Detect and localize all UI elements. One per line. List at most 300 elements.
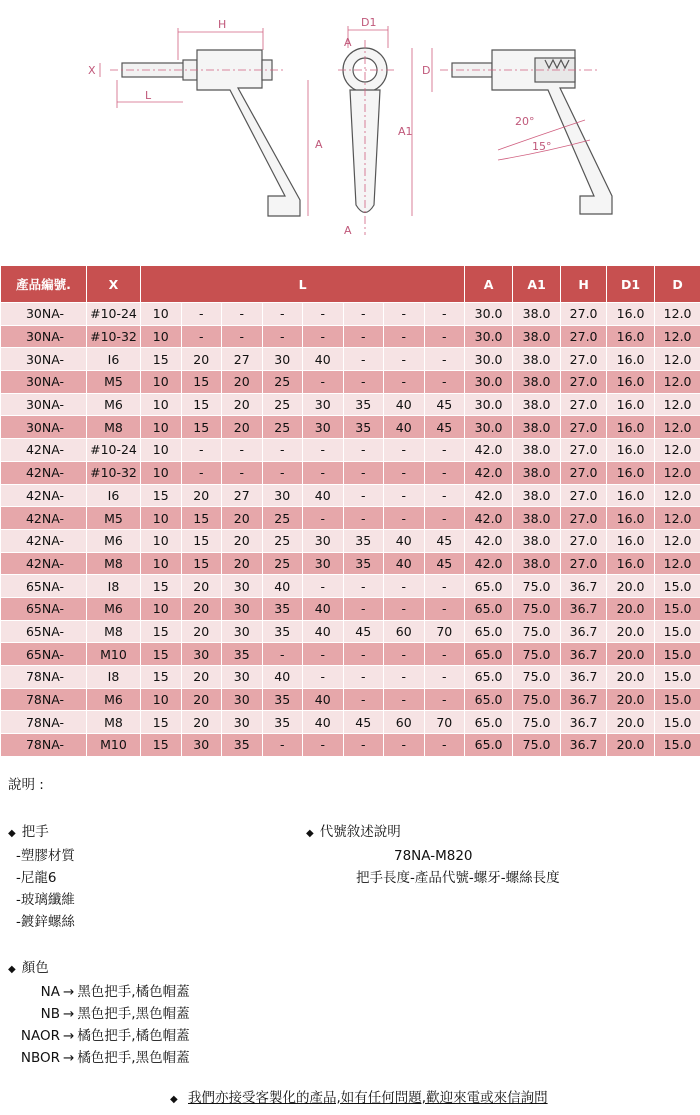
table-cell: 15.0 bbox=[655, 643, 700, 666]
diamond-icon: ◆ bbox=[8, 964, 16, 975]
table-cell: 30.0 bbox=[465, 303, 513, 326]
table-cell: 40 bbox=[303, 688, 344, 711]
table-cell: - bbox=[262, 439, 303, 462]
section-a-top-label: A bbox=[344, 36, 352, 49]
table-cell: - bbox=[181, 325, 222, 348]
table-cell: 75.0 bbox=[513, 688, 561, 711]
table-cell: 16.0 bbox=[607, 529, 655, 552]
table-cell: - bbox=[424, 666, 465, 689]
table-cell: 35 bbox=[343, 393, 384, 416]
table-cell: - bbox=[343, 325, 384, 348]
cell-product-code: 42NA- bbox=[1, 507, 87, 530]
color-code: NBOR bbox=[20, 1050, 60, 1066]
angle-20-label: 20° bbox=[515, 115, 535, 128]
table-row bbox=[1, 303, 700, 326]
arrow-icon: → bbox=[63, 1028, 75, 1044]
dim-a-label: A bbox=[315, 138, 323, 151]
table-cell: 20 bbox=[181, 348, 222, 371]
table-cell: 12.0 bbox=[655, 393, 700, 416]
handle-item: -塑膠材質 bbox=[16, 848, 75, 864]
cell-product-code: 78NA- bbox=[1, 711, 87, 734]
table-cell: 36.7 bbox=[561, 666, 607, 689]
table-cell: - bbox=[384, 666, 425, 689]
table-cell: 12.0 bbox=[655, 529, 700, 552]
table-cell: 20.0 bbox=[607, 734, 655, 757]
table-cell: #10-32 bbox=[87, 461, 141, 484]
table-cell: - bbox=[343, 734, 384, 757]
table-cell: - bbox=[424, 575, 465, 598]
dim-x-label: X bbox=[88, 64, 96, 77]
cell-product-code: 65NA- bbox=[1, 575, 87, 598]
table-cell: 20 bbox=[181, 597, 222, 620]
table-cell: M6 bbox=[87, 529, 141, 552]
table-row bbox=[1, 620, 700, 643]
angle-15-label: 15° bbox=[532, 140, 552, 153]
dim-a1-label: A1 bbox=[398, 125, 413, 138]
table-cell: 10 bbox=[141, 461, 182, 484]
table-cell: - bbox=[424, 597, 465, 620]
table-cell: M8 bbox=[87, 711, 141, 734]
table-cell: 16.0 bbox=[607, 325, 655, 348]
table-cell: 20 bbox=[222, 416, 263, 439]
table-cell: M5 bbox=[87, 507, 141, 530]
table-cell: 10 bbox=[141, 416, 182, 439]
table-cell: - bbox=[384, 734, 425, 757]
section-a-bottom-label: A bbox=[344, 224, 352, 237]
table-cell: 15 bbox=[181, 416, 222, 439]
table-cell: 35 bbox=[222, 734, 263, 757]
table-cell: - bbox=[424, 325, 465, 348]
table-cell: 20.0 bbox=[607, 688, 655, 711]
table-cell: 30 bbox=[222, 688, 263, 711]
table-cell: - bbox=[303, 575, 344, 598]
table-cell: 75.0 bbox=[513, 597, 561, 620]
table-cell: 15.0 bbox=[655, 734, 700, 757]
table-cell: - bbox=[343, 439, 384, 462]
table-cell: - bbox=[262, 461, 303, 484]
table-cell: 27.0 bbox=[561, 529, 607, 552]
table-cell: 40 bbox=[303, 620, 344, 643]
table-cell: 15 bbox=[181, 529, 222, 552]
table-cell: 20 bbox=[181, 688, 222, 711]
table-cell: 12.0 bbox=[655, 416, 700, 439]
cell-product-code: 65NA- bbox=[1, 620, 87, 643]
table-cell: 35 bbox=[262, 711, 303, 734]
dim-l-label: L bbox=[145, 89, 152, 102]
table-row bbox=[1, 529, 700, 552]
table-cell: 30 bbox=[303, 529, 344, 552]
table-cell: 30 bbox=[262, 348, 303, 371]
dim-d-label: D bbox=[422, 64, 431, 77]
table-cell: 20 bbox=[222, 507, 263, 530]
table-cell: 16.0 bbox=[607, 439, 655, 462]
table-cell: #10-32 bbox=[87, 325, 141, 348]
table-row bbox=[1, 484, 700, 507]
table-cell: 36.7 bbox=[561, 575, 607, 598]
table-cell: 12.0 bbox=[655, 552, 700, 575]
table-header-row bbox=[1, 266, 700, 303]
table-cell: - bbox=[262, 325, 303, 348]
table-cell: 12.0 bbox=[655, 303, 700, 326]
table-cell: 60 bbox=[384, 711, 425, 734]
dim-d1-label: D1 bbox=[361, 16, 377, 29]
table-cell: 15.0 bbox=[655, 575, 700, 598]
table-cell: M10 bbox=[87, 643, 141, 666]
table-cell: 27.0 bbox=[561, 439, 607, 462]
table-cell: - bbox=[424, 348, 465, 371]
table-cell: 15 bbox=[181, 371, 222, 394]
table-cell: - bbox=[303, 461, 344, 484]
table-cell: 45 bbox=[424, 529, 465, 552]
table-cell: - bbox=[384, 688, 425, 711]
table-cell: 20 bbox=[181, 575, 222, 598]
table-cell: 30 bbox=[222, 575, 263, 598]
footer-note bbox=[170, 1086, 548, 1106]
table-row bbox=[1, 325, 700, 348]
table-cell: 30 bbox=[181, 734, 222, 757]
table-cell: 20.0 bbox=[607, 643, 655, 666]
table-cell: - bbox=[384, 643, 425, 666]
table-cell: 40 bbox=[303, 348, 344, 371]
table-cell: 12.0 bbox=[655, 325, 700, 348]
table-cell: 40 bbox=[303, 484, 344, 507]
arrow-icon: → bbox=[63, 1050, 75, 1066]
cell-product-code: 30NA- bbox=[1, 371, 87, 394]
table-cell: - bbox=[343, 688, 384, 711]
table-cell: 16.0 bbox=[607, 303, 655, 326]
table-cell: 30.0 bbox=[465, 416, 513, 439]
cell-product-code: 30NA- bbox=[1, 348, 87, 371]
table-cell: - bbox=[343, 643, 384, 666]
table-row bbox=[1, 643, 700, 666]
cell-product-code: 30NA- bbox=[1, 393, 87, 416]
table-cell: 45 bbox=[424, 393, 465, 416]
table-cell: 40 bbox=[303, 597, 344, 620]
table-cell: 16.0 bbox=[607, 484, 655, 507]
table-cell: 12.0 bbox=[655, 507, 700, 530]
table-cell: I8 bbox=[87, 666, 141, 689]
table-cell: M8 bbox=[87, 620, 141, 643]
diamond-icon: ◆ bbox=[306, 828, 314, 839]
table-cell: 20 bbox=[222, 529, 263, 552]
table-cell: 30.0 bbox=[465, 348, 513, 371]
table-cell: - bbox=[303, 643, 344, 666]
table-cell: 65.0 bbox=[465, 688, 513, 711]
cell-product-code: 42NA- bbox=[1, 439, 87, 462]
table-cell: 20 bbox=[222, 552, 263, 575]
table-cell: - bbox=[343, 371, 384, 394]
table-cell: - bbox=[384, 348, 425, 371]
table-cell: 38.0 bbox=[513, 416, 561, 439]
table-cell: 75.0 bbox=[513, 734, 561, 757]
table-cell: - bbox=[424, 734, 465, 757]
table-row bbox=[1, 552, 700, 575]
color-section bbox=[8, 957, 190, 1069]
table-cell: 15 bbox=[141, 620, 182, 643]
diamond-icon: ◆ bbox=[170, 1094, 178, 1105]
table-cell: 16.0 bbox=[607, 393, 655, 416]
table-cell: 20 bbox=[181, 484, 222, 507]
table-cell: 20.0 bbox=[607, 597, 655, 620]
cell-product-code: 42NA- bbox=[1, 461, 87, 484]
header-h: H bbox=[561, 266, 607, 303]
table-cell: - bbox=[222, 461, 263, 484]
table-cell: 65.0 bbox=[465, 597, 513, 620]
table-cell: 42.0 bbox=[465, 461, 513, 484]
table-cell: 35 bbox=[343, 529, 384, 552]
table-cell: 16.0 bbox=[607, 461, 655, 484]
table-cell: 40 bbox=[262, 666, 303, 689]
table-cell: - bbox=[222, 325, 263, 348]
table-cell: 15 bbox=[181, 393, 222, 416]
table-cell: 15 bbox=[141, 734, 182, 757]
table-cell: 30 bbox=[303, 416, 344, 439]
cell-product-code: 30NA- bbox=[1, 416, 87, 439]
header-x: X bbox=[87, 266, 141, 303]
color-code: NB bbox=[40, 1006, 60, 1022]
table-cell: 20.0 bbox=[607, 620, 655, 643]
table-cell: 60 bbox=[384, 620, 425, 643]
table-cell: 30 bbox=[222, 711, 263, 734]
header-a1: A1 bbox=[513, 266, 561, 303]
table-cell: 15 bbox=[141, 575, 182, 598]
table-cell: 30 bbox=[303, 552, 344, 575]
table-cell: 27.0 bbox=[561, 348, 607, 371]
table-cell: - bbox=[303, 666, 344, 689]
table-cell: M6 bbox=[87, 597, 141, 620]
table-row bbox=[1, 688, 700, 711]
table-cell: 36.7 bbox=[561, 643, 607, 666]
table-cell: 35 bbox=[262, 688, 303, 711]
table-cell: 20 bbox=[181, 711, 222, 734]
table-cell: 65.0 bbox=[465, 620, 513, 643]
table-cell: 25 bbox=[262, 393, 303, 416]
table-cell: 36.7 bbox=[561, 711, 607, 734]
table-cell: M5 bbox=[87, 371, 141, 394]
table-cell: 25 bbox=[262, 416, 303, 439]
table-cell: 15 bbox=[141, 711, 182, 734]
table-cell: 65.0 bbox=[465, 666, 513, 689]
table-cell: 16.0 bbox=[607, 507, 655, 530]
table-cell: - bbox=[384, 439, 425, 462]
table-cell: 15 bbox=[141, 348, 182, 371]
table-cell: - bbox=[343, 507, 384, 530]
table-cell: 36.7 bbox=[561, 620, 607, 643]
code-description: 把手長度-產品代號-螺牙-螺絲長度 bbox=[356, 870, 560, 886]
table-cell: - bbox=[222, 303, 263, 326]
table-cell: 40 bbox=[384, 393, 425, 416]
table-cell: 45 bbox=[424, 552, 465, 575]
table-cell: 16.0 bbox=[607, 348, 655, 371]
arrow-icon: → bbox=[63, 984, 75, 1000]
table-cell: 38.0 bbox=[513, 507, 561, 530]
table-cell: 75.0 bbox=[513, 620, 561, 643]
table-cell: - bbox=[303, 371, 344, 394]
table-cell: 65.0 bbox=[465, 643, 513, 666]
table-row bbox=[1, 507, 700, 530]
table-cell: 25 bbox=[262, 552, 303, 575]
diamond-icon: ◆ bbox=[8, 828, 16, 839]
table-cell: 27.0 bbox=[561, 416, 607, 439]
cell-product-code: 30NA- bbox=[1, 303, 87, 326]
table-cell: 20 bbox=[181, 666, 222, 689]
table-cell: 35 bbox=[343, 552, 384, 575]
table-cell: 12.0 bbox=[655, 348, 700, 371]
cell-product-code: 78NA- bbox=[1, 688, 87, 711]
header-d1: D1 bbox=[607, 266, 655, 303]
table-cell: 20 bbox=[181, 620, 222, 643]
table-cell: 40 bbox=[262, 575, 303, 598]
table-row bbox=[1, 734, 700, 757]
table-cell: - bbox=[181, 461, 222, 484]
table-cell: - bbox=[343, 597, 384, 620]
table-cell: 12.0 bbox=[655, 371, 700, 394]
table-cell: 25 bbox=[262, 507, 303, 530]
table-cell: 30 bbox=[303, 393, 344, 416]
table-cell: 10 bbox=[141, 597, 182, 620]
table-cell: 30 bbox=[181, 643, 222, 666]
table-cell: 65.0 bbox=[465, 575, 513, 598]
arrow-icon: → bbox=[63, 1006, 75, 1022]
table-row bbox=[1, 393, 700, 416]
table-cell: 75.0 bbox=[513, 711, 561, 734]
table-cell: - bbox=[424, 688, 465, 711]
table-row bbox=[1, 371, 700, 394]
table-cell: - bbox=[424, 439, 465, 462]
table-cell: 27.0 bbox=[561, 325, 607, 348]
color-code: NA bbox=[40, 984, 60, 1000]
table-cell: 38.0 bbox=[513, 393, 561, 416]
table-cell: 10 bbox=[141, 371, 182, 394]
header-d: D bbox=[655, 266, 700, 303]
table-cell: 35 bbox=[343, 416, 384, 439]
table-cell: 75.0 bbox=[513, 666, 561, 689]
handle-item: -玻璃纖維 bbox=[16, 892, 75, 908]
handle-item: -尼龍6 bbox=[16, 870, 57, 886]
table-cell: 30.0 bbox=[465, 393, 513, 416]
table-cell: 42.0 bbox=[465, 484, 513, 507]
table-cell: 40 bbox=[384, 552, 425, 575]
table-cell: 30.0 bbox=[465, 371, 513, 394]
color-desc: 橘色把手,黑色帽蓋 bbox=[77, 1050, 190, 1066]
handle-side-profile bbox=[197, 50, 300, 216]
table-cell: I6 bbox=[87, 484, 141, 507]
table-cell: - bbox=[384, 325, 425, 348]
table-row bbox=[1, 666, 700, 689]
technical-drawing bbox=[0, 0, 700, 250]
table-cell: 38.0 bbox=[513, 303, 561, 326]
table-cell: - bbox=[343, 303, 384, 326]
table-cell: 38.0 bbox=[513, 552, 561, 575]
table-cell: 10 bbox=[141, 393, 182, 416]
table-cell: M6 bbox=[87, 688, 141, 711]
table-cell: 36.7 bbox=[561, 597, 607, 620]
table-cell: 42.0 bbox=[465, 507, 513, 530]
table-cell: 70 bbox=[424, 711, 465, 734]
table-cell: 20 bbox=[222, 371, 263, 394]
table-cell: 10 bbox=[141, 529, 182, 552]
cell-product-code: 65NA- bbox=[1, 597, 87, 620]
table-cell: 15.0 bbox=[655, 711, 700, 734]
header-product-code: 產品編號. bbox=[1, 266, 87, 303]
table-cell: - bbox=[303, 325, 344, 348]
table-cell: 40 bbox=[303, 711, 344, 734]
handle-section bbox=[8, 821, 75, 933]
table-cell: 35 bbox=[262, 620, 303, 643]
color-desc: 黑色把手,黑色帽蓋 bbox=[77, 1006, 190, 1022]
table-cell: 70 bbox=[424, 620, 465, 643]
table-cell: 15.0 bbox=[655, 620, 700, 643]
table-cell: 10 bbox=[141, 507, 182, 530]
table-cell: 16.0 bbox=[607, 552, 655, 575]
table-cell: 20 bbox=[222, 393, 263, 416]
table-row bbox=[1, 597, 700, 620]
table-cell: 12.0 bbox=[655, 439, 700, 462]
cell-product-code: 42NA- bbox=[1, 484, 87, 507]
table-cell: 38.0 bbox=[513, 461, 561, 484]
table-cell: 12.0 bbox=[655, 484, 700, 507]
table-cell: 75.0 bbox=[513, 575, 561, 598]
table-cell: 15 bbox=[181, 552, 222, 575]
table-cell: 45 bbox=[343, 620, 384, 643]
table-cell: 38.0 bbox=[513, 348, 561, 371]
table-cell: - bbox=[424, 371, 465, 394]
table-cell: 15 bbox=[181, 507, 222, 530]
table-cell: 27.0 bbox=[561, 552, 607, 575]
table-row bbox=[1, 461, 700, 484]
table-cell: - bbox=[384, 575, 425, 598]
code-section bbox=[306, 821, 560, 889]
table-cell: 20.0 bbox=[607, 575, 655, 598]
table-cell: 35 bbox=[262, 597, 303, 620]
cell-product-code: 65NA- bbox=[1, 643, 87, 666]
cell-product-code: 78NA- bbox=[1, 666, 87, 689]
table-cell: #10-24 bbox=[87, 439, 141, 462]
table-row bbox=[1, 575, 700, 598]
table-cell: 15 bbox=[141, 484, 182, 507]
table-cell: 10 bbox=[141, 688, 182, 711]
table-cell: 15 bbox=[141, 666, 182, 689]
table-cell: M8 bbox=[87, 552, 141, 575]
cell-product-code: 42NA- bbox=[1, 552, 87, 575]
table-cell: 16.0 bbox=[607, 371, 655, 394]
table-cell: 40 bbox=[384, 416, 425, 439]
table-cell: I8 bbox=[87, 575, 141, 598]
code-title: 代號敘述說明 bbox=[319, 824, 401, 840]
table-cell: - bbox=[384, 484, 425, 507]
table-cell: - bbox=[384, 507, 425, 530]
table-cell: 30 bbox=[262, 484, 303, 507]
header-a: A bbox=[465, 266, 513, 303]
table-cell: #10-24 bbox=[87, 303, 141, 326]
table-cell: 16.0 bbox=[607, 416, 655, 439]
table-cell: 42.0 bbox=[465, 439, 513, 462]
color-desc: 橘色把手,橘色帽蓋 bbox=[77, 1028, 190, 1044]
table-cell: - bbox=[384, 371, 425, 394]
table-cell: 45 bbox=[424, 416, 465, 439]
handle-item: -鍍鋅螺絲 bbox=[16, 914, 75, 930]
color-title: 顏色 bbox=[21, 960, 49, 976]
table-cell: 36.7 bbox=[561, 688, 607, 711]
notes-title: 說明 : bbox=[8, 777, 44, 793]
table-cell: 45 bbox=[343, 711, 384, 734]
table-cell: 30 bbox=[222, 597, 263, 620]
header-l: L bbox=[141, 266, 465, 303]
table-cell: 15 bbox=[141, 643, 182, 666]
footer-text: 我們亦接受客製化的產品,如有任何問題,歡迎來電或來信詢問 bbox=[188, 1090, 548, 1106]
table-cell: 65.0 bbox=[465, 711, 513, 734]
cell-product-code: 42NA- bbox=[1, 529, 87, 552]
